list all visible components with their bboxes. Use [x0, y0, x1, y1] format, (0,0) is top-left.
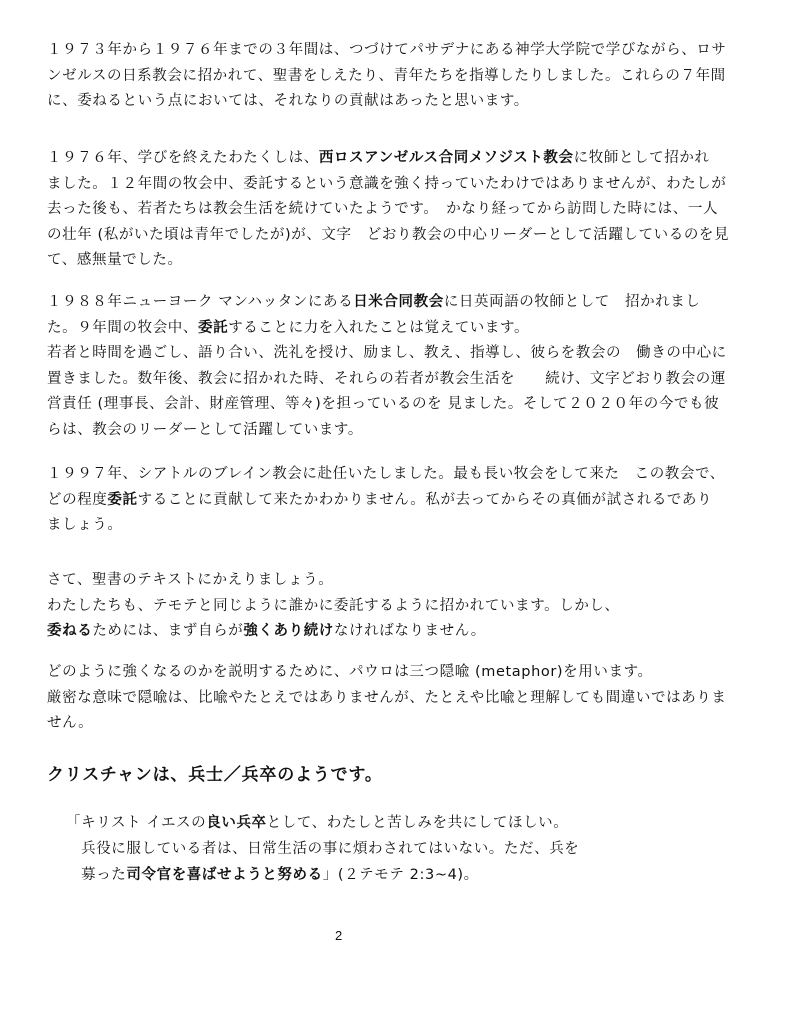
text-line [47, 146, 752, 172]
text-run: の壮年 (私がいた頃は青年でしたが)が、文字 どおり教会の中心リーダーとして活躍しているのを見 [47, 226, 730, 243]
text-run: １９８８年ニューヨーク マンハッタンにある [47, 294, 354, 310]
bold-text: 司令官を喜ばせようと努める [126, 867, 323, 883]
text-line [47, 248, 752, 274]
text-run: ました。１２年間の牧会中、委託するという意識を強く持っていたわけではありませんが、わたしが [47, 175, 727, 192]
scripture-quote [66, 810, 706, 888]
text-line [47, 488, 752, 514]
bold-text: 委託 [198, 319, 229, 336]
text-line [47, 711, 752, 737]
text-line [47, 392, 752, 418]
text-line [47, 462, 752, 488]
text-run: た。９年間の牧会中、 [47, 319, 198, 336]
text-line [47, 316, 752, 342]
text-run: らは、教会のリーダーとして活躍しています。 [47, 421, 363, 438]
text-run: せん。 [47, 715, 94, 731]
text-run: て、感無量でした。 [47, 252, 183, 268]
paragraph-scripture-return [47, 568, 752, 645]
text-line [47, 341, 752, 367]
text-run: ましょう。 [47, 517, 123, 533]
text-line [47, 686, 752, 712]
paragraph-metaphor [47, 660, 752, 737]
text-line [47, 660, 752, 686]
text-run: 兵役に服している者は、日常生活の事に煩わされてはいない。ただ、兵を [66, 841, 580, 857]
text-run: １９７６年、学びを終えたわたくしは、 [47, 150, 319, 166]
text-line [47, 418, 752, 444]
text-line [47, 172, 752, 198]
bold-text: 強くあり続け [243, 623, 334, 639]
text-run: １９９７年、シアトルのブレイン教会に赴任いたしました。最も長い牧会をして来た この教会で、 [47, 466, 725, 482]
text-line [47, 223, 752, 249]
text-run: １９７３年から１９７６年までの３年間は、つづけてパサデナにある神学大学院で学びながら、ロサ [47, 42, 727, 58]
text-run: として、わたしと苦しみを共にしてほしい。 [266, 815, 569, 831]
text-line [47, 38, 752, 64]
bold-text: 委ねる [47, 623, 93, 639]
bold-text: 日米合同教会 [353, 294, 444, 310]
text-run: 置きました。数年後、教会に招かれた時、それらの若者が教会生活を 続け、文字どおり教会の運 [47, 370, 726, 387]
text-run: することに力を入れたことは覚えています。 [228, 319, 530, 336]
text-run: さて、聖書のテキストにかえりましょう。 [47, 572, 334, 588]
text-run: することに貢献して来たかわかりません。私が去ってからその真価が試されるであり [137, 491, 713, 508]
bold-text: 西ロスアンゼルス合同メソジスト教会 [318, 150, 574, 166]
text-run: に日英両語の牧師として 招かれまし [443, 294, 701, 310]
bold-text: 委託 [107, 491, 138, 508]
text-run: に牧師として招かれ [573, 150, 710, 166]
paragraph-1976 [47, 146, 752, 274]
text-line [47, 594, 752, 620]
text-line [47, 89, 752, 115]
text-line [47, 367, 752, 393]
text-run: どの程度 [47, 491, 108, 508]
paragraph-1973 [47, 38, 752, 115]
page-number: 2 [335, 928, 343, 943]
text-run: に、委ねるという点においては、それなりの貢献はあったと思います。 [47, 93, 529, 109]
text-run: 営責任 (理事長、会計、財産管理、等々)を担っているのを 見ました。そして２０２０年の今でも彼 [47, 396, 720, 412]
text-run: ンゼルスの日系教会に招かれて、聖書をしえたり、青年たちを指導したりしました。これらの７年間 [47, 67, 726, 84]
text-line [47, 619, 752, 645]
section-heading: クリスチャンは、兵士／兵卒のようです。 [47, 765, 383, 785]
text-line [47, 568, 752, 594]
text-line [47, 64, 752, 90]
text-run: ためには、まず自らが [92, 623, 244, 639]
paragraph-1988 [47, 290, 752, 443]
text-run: 去った後も、若者たちは教会生活を続けていたようです。 かなり経ってから訪問した時には、一人 [47, 201, 719, 217]
text-line [66, 810, 706, 836]
text-run: 「キリスト イエスの [66, 815, 207, 831]
text-run: 」(２テモテ 2:3~4)。 [322, 867, 479, 883]
text-run: なければなりません。 [333, 623, 486, 639]
text-run: 若者と時間を過ごし、語り合い、洗礼を授け、励まし、教え、指導し、彼らを教会の 働きの中心に [47, 345, 727, 361]
text-line [47, 290, 752, 316]
text-run: わたしたちも、テモテと同じように誰かに委託するように招かれています。しかし、 [47, 597, 620, 614]
bold-text: 良い兵卒 [206, 815, 267, 831]
text-run: 募った [66, 867, 127, 883]
text-line [66, 836, 706, 862]
text-run: どのように強くなるのかを説明するために、パウロは三つ隠喩 (metaphor)を用います。 [47, 664, 653, 680]
text-run: 厳密な意味で隠喩は、比喩やたとえではありませんが、たとえや比喩と理解しても間違いではありま [47, 689, 727, 706]
text-line [47, 513, 752, 539]
text-line [66, 862, 706, 888]
paragraph-1997 [47, 462, 752, 539]
text-line [47, 197, 752, 223]
